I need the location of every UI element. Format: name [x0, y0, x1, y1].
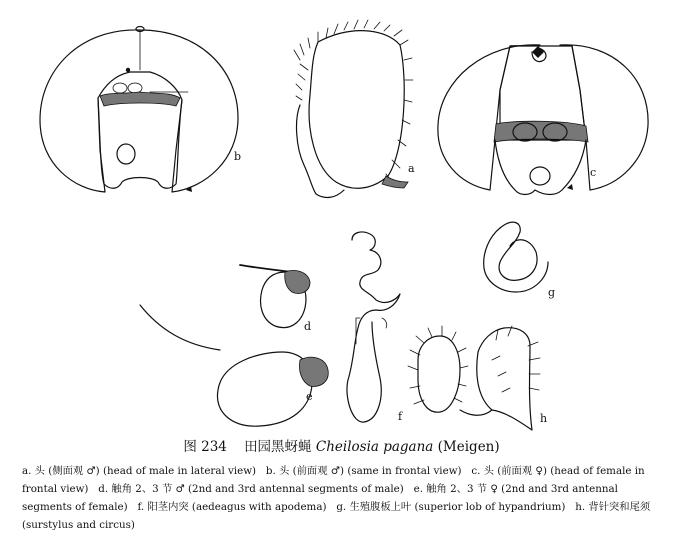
caption-item-e: e. 触角 2、3 节 ♀ (2nd and 3rd antennal segments of female): [22, 483, 618, 513]
panel-letter-d: d: [304, 320, 312, 333]
caption-item-f: f. 阳茎内突 (aedeagus with apodema): [137, 501, 327, 513]
caption-item-d: d. 触角 2、3 节 ♂ (2nd and 3rd antennal segments of male): [98, 483, 404, 495]
panel-h-surstylus-circus: [408, 326, 547, 430]
caption-title: [0, 438, 683, 456]
panel-a-head-lateral-male: [294, 20, 415, 197]
caption-item-b: b. 头 (前面观 ♂) (same in frontal view): [265, 465, 462, 477]
panel-d-antenna-male: [240, 265, 311, 333]
caption-item-a: a. 头 (侧面观 ♂) (head of male in lateral view): [22, 465, 257, 477]
figure-caption: [0, 438, 683, 534]
panel-letter-b: b: [234, 150, 242, 163]
caption-body: [22, 462, 671, 534]
species-name: Cheilosia pagana: [315, 439, 434, 455]
chinese-species-name: 田园黑蚜蝇: [244, 439, 312, 455]
panel-letter-h: h: [540, 412, 548, 425]
panel-letter-e: e: [306, 390, 313, 403]
panel-b-head-frontal-male: [40, 27, 241, 193]
caption-item-c: c. 头 (前面观 ♀) (head of female in frontal view): [22, 465, 645, 495]
panel-e-antenna-female: [140, 305, 328, 426]
panel-f-aedeagus: [347, 232, 403, 423]
panel-letter-g: g: [548, 286, 556, 299]
caption-item-h: h. 背针突和尾须 (surstylus and circus): [22, 501, 651, 531]
panel-g-hypandrium-lobe: [484, 222, 555, 299]
caption-item-g: g. 生殖腹板上叶 (superior lob of hypandrium): [336, 501, 566, 513]
species-authority: (Meigen): [437, 439, 500, 455]
panel-letter-a: a: [408, 162, 415, 175]
panel-letter-f: f: [398, 410, 403, 423]
panel-letter-c: c: [590, 166, 597, 179]
panel-c-head-frontal-female: [438, 45, 648, 195]
figure-number: 图 234: [183, 439, 227, 455]
